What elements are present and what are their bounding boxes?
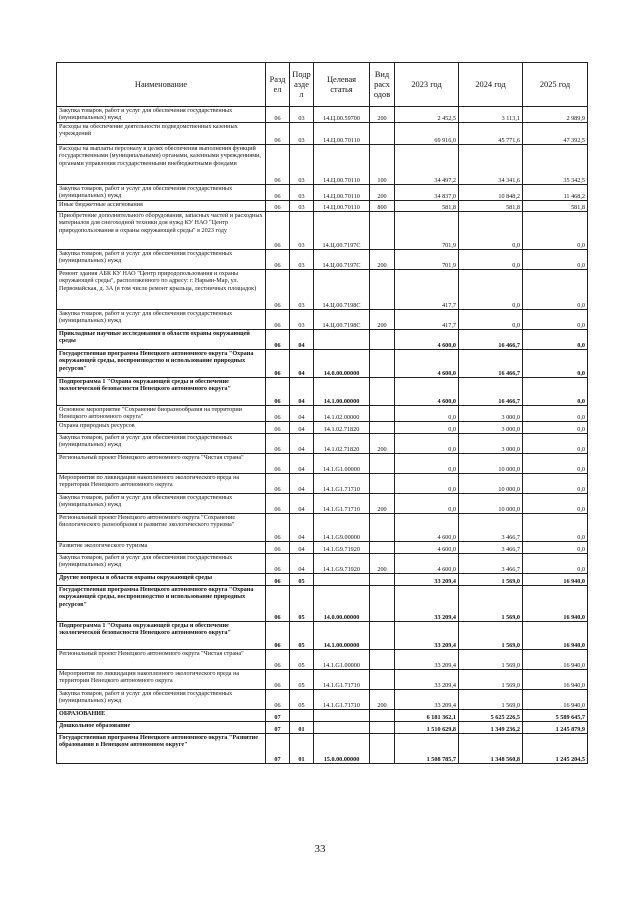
cell-target-article: 14.1.02.00000	[314, 406, 370, 422]
cell-target-article: 15.0.00.00000	[314, 734, 370, 764]
table-row	[57, 250, 588, 270]
cell-podrazdel: 04	[290, 494, 314, 514]
cell-expense-type	[370, 330, 395, 350]
table-row	[57, 474, 588, 494]
cell-year-2025: 0,0	[523, 454, 588, 474]
table-row	[57, 107, 588, 123]
cell-year-2024: 3 000,0	[459, 406, 523, 422]
cell-razdel: 06	[266, 185, 290, 201]
cell-target-article: 14.1.G1.71710	[314, 670, 370, 690]
table-row	[57, 734, 588, 764]
cell-target-article: 14.Ц.00.7198С	[314, 310, 370, 330]
cell-year-2025: 0,0	[523, 434, 588, 454]
header-target-article: Целевая статья	[314, 63, 370, 107]
header-year-2024: 2024 год	[459, 63, 523, 107]
cell-podrazdel: 04	[290, 454, 314, 474]
cell-podrazdel: 05	[290, 670, 314, 690]
cell-year-2025: 47 392,5	[523, 123, 588, 145]
cell-year-2024: 0,0	[459, 212, 523, 250]
cell-target-article: 14.0.00.00000	[314, 350, 370, 378]
cell-year-2023: 417,7	[395, 270, 459, 310]
cell-year-2024: 3 113,1	[459, 107, 523, 123]
cell-year-2023: 4 600,0	[395, 542, 459, 554]
table-row	[57, 554, 588, 574]
cell-year-2025: 1 245 879,9	[523, 722, 588, 734]
cell-expense-type	[370, 586, 395, 622]
table-row	[57, 670, 588, 690]
cell-year-2024: 16 466,7	[459, 330, 523, 350]
cell-year-2024: 16 466,7	[459, 378, 523, 406]
cell-podrazdel: 04	[290, 434, 314, 454]
cell-podrazdel: 05	[290, 650, 314, 670]
cell-name: Государственная программа Ненецкого автономного округа "Развитие образования в Ненецком автономном округе"	[57, 734, 266, 764]
cell-target-article: 14.0.00.00000	[314, 586, 370, 622]
cell-year-2024: 1 569,0	[459, 690, 523, 710]
cell-podrazdel: 03	[290, 250, 314, 270]
cell-target-article: 14.1.00.00000	[314, 622, 370, 650]
cell-year-2024: 1 569,0	[459, 670, 523, 690]
cell-name: Закупка товаров, работ и услуг для обеспечения государственных (муниципальных) нужд	[57, 107, 266, 123]
cell-name: Региональный проект Ненецкого автономного округа "Чистая страна"	[57, 650, 266, 670]
table-row	[57, 123, 588, 145]
table-row	[57, 514, 588, 542]
cell-target-article: 14.Ц.00.70110	[314, 185, 370, 201]
cell-year-2024: 1 349 236,2	[459, 722, 523, 734]
cell-razdel: 06	[266, 330, 290, 350]
cell-year-2024: 3 466,7	[459, 554, 523, 574]
cell-year-2024: 1 569,0	[459, 622, 523, 650]
cell-year-2023: 33 209,4	[395, 650, 459, 670]
cell-razdel: 06	[266, 514, 290, 542]
cell-year-2023: 33 209,4	[395, 670, 459, 690]
cell-year-2024: 1 569,0	[459, 586, 523, 622]
cell-year-2024: 1 569,0	[459, 574, 523, 586]
table-row	[57, 454, 588, 474]
cell-name: Закупка товаров, работ и услуг для обеспечения государственных (муниципальных) нужд	[57, 494, 266, 514]
header-year-2025: 2025 год	[523, 63, 588, 107]
cell-year-2024: 581,8	[459, 201, 523, 212]
cell-razdel: 06	[266, 406, 290, 422]
table-row	[57, 574, 588, 586]
cell-target-article	[314, 722, 370, 734]
cell-razdel: 06	[266, 310, 290, 330]
cell-podrazdel: 03	[290, 145, 314, 185]
cell-year-2023: 1 508 785,7	[395, 734, 459, 764]
cell-year-2025: 0,0	[523, 350, 588, 378]
cell-podrazdel: 04	[290, 406, 314, 422]
cell-target-article: 14.1.02.71820	[314, 434, 370, 454]
table-row	[57, 212, 588, 250]
table-row	[57, 270, 588, 310]
table-row	[57, 542, 588, 554]
cell-expense-type: 200	[370, 434, 395, 454]
cell-year-2025: 1 245 204,5	[523, 734, 588, 764]
cell-target-article: 14.1.G1.71710	[314, 474, 370, 494]
cell-year-2024: 0,0	[459, 270, 523, 310]
cell-razdel: 06	[266, 123, 290, 145]
cell-year-2024: 3 466,7	[459, 514, 523, 542]
cell-year-2023: 701,9	[395, 250, 459, 270]
cell-podrazdel	[290, 710, 314, 722]
table-row	[57, 310, 588, 330]
cell-razdel: 07	[266, 734, 290, 764]
cell-razdel: 06	[266, 434, 290, 454]
table-row	[57, 586, 588, 622]
cell-podrazdel: 01	[290, 734, 314, 764]
cell-target-article: 14.1.G9.71920	[314, 554, 370, 574]
cell-year-2023: 701,9	[395, 212, 459, 250]
cell-podrazdel: 04	[290, 474, 314, 494]
header-year-2023: 2023 год	[395, 63, 459, 107]
cell-year-2023: 4 600,0	[395, 514, 459, 542]
cell-name: Прикладные научные исследования в области охраны окружающей среды	[57, 330, 266, 350]
cell-name: Основное мероприятие "Сохранение биоразнообразия на территории Ненецкого автономного округа"	[57, 406, 266, 422]
cell-expense-type	[370, 514, 395, 542]
cell-name: Другие вопросы в области охраны окружающей среды	[57, 574, 266, 586]
header-expense-type: Вид расх одов	[370, 63, 395, 107]
cell-podrazdel: 03	[290, 185, 314, 201]
cell-year-2025: 11 468,2	[523, 185, 588, 201]
cell-name: Государственная программа Ненецкого автономного округа "Охрана окружающей среды, воспроизводство и использование природных ресурсов"	[57, 586, 266, 622]
cell-target-article: 14.1.00.00000	[314, 378, 370, 406]
cell-razdel: 06	[266, 690, 290, 710]
cell-year-2023: 34 837,0	[395, 185, 459, 201]
cell-year-2023: 33 209,4	[395, 574, 459, 586]
cell-year-2025: 0,0	[523, 270, 588, 310]
cell-podrazdel: 03	[290, 310, 314, 330]
cell-razdel: 07	[266, 710, 290, 722]
cell-expense-type: 200	[370, 494, 395, 514]
cell-year-2024: 10 000,0	[459, 454, 523, 474]
header-razdel: Разд ел	[266, 63, 290, 107]
cell-podrazdel: 05	[290, 586, 314, 622]
cell-target-article: 14.Ц.00.70110	[314, 201, 370, 212]
cell-razdel: 06	[266, 422, 290, 434]
cell-target-article: 14.1.G9.00000	[314, 514, 370, 542]
cell-expense-type	[370, 454, 395, 474]
cell-year-2025: 0,0	[523, 406, 588, 422]
cell-podrazdel: 03	[290, 107, 314, 123]
cell-target-article: 14.1.G1.71710	[314, 690, 370, 710]
cell-name: Закупка товаров, работ и услуг для обеспечения государственных (муниципальных) нужд	[57, 554, 266, 574]
cell-expense-type	[370, 734, 395, 764]
cell-razdel: 06	[266, 586, 290, 622]
cell-year-2023: 4 600,0	[395, 330, 459, 350]
cell-expense-type	[370, 406, 395, 422]
cell-expense-type	[370, 670, 395, 690]
cell-target-article: 14.1.G1.00000	[314, 650, 370, 670]
cell-year-2024: 10 848,2	[459, 185, 523, 201]
cell-podrazdel: 04	[290, 330, 314, 350]
cell-name: Закупка товаров, работ и услуг для обеспечения государственных (муниципальных) нужд	[57, 434, 266, 454]
cell-razdel: 06	[266, 350, 290, 378]
cell-target-article	[314, 710, 370, 722]
cell-razdel: 06	[266, 250, 290, 270]
cell-target-article: 14.Ц.00.70110	[314, 145, 370, 185]
cell-year-2023: 0,0	[395, 406, 459, 422]
cell-podrazdel: 04	[290, 542, 314, 554]
cell-podrazdel: 04	[290, 378, 314, 406]
cell-name: Ремонт здания АБК КУ НАО "Центр природопользования и охраны окружающей среды", расположенного по адресу: г. Нарьян-Мар, ул. Первомайская, д. 3А (в том числе ремонт крыльца, лестничных площадок)	[57, 270, 266, 310]
cell-year-2023: 6 181 362,1	[395, 710, 459, 722]
cell-razdel: 06	[266, 542, 290, 554]
cell-expense-type: 200	[370, 250, 395, 270]
cell-expense-type	[370, 422, 395, 434]
table-row	[57, 650, 588, 670]
cell-name: Расходы на обеспечение деятельности подведомственных казенных учреждений	[57, 123, 266, 145]
cell-year-2025: 35 342,5	[523, 145, 588, 185]
cell-year-2024: 3 000,0	[459, 434, 523, 454]
cell-name: ОБРАЗОВАНИЕ	[57, 710, 266, 722]
cell-name: Закупка товаров, работ и услуг для обеспечения государственных (муниципальных) нужд	[57, 310, 266, 330]
cell-target-article: 14.1.02.71820	[314, 422, 370, 434]
cell-expense-type	[370, 622, 395, 650]
cell-podrazdel: 03	[290, 212, 314, 250]
cell-podrazdel: 05	[290, 574, 314, 586]
cell-year-2023: 0,0	[395, 434, 459, 454]
cell-year-2023: 34 497,2	[395, 145, 459, 185]
cell-target-article: 14.Ц.00.59700	[314, 107, 370, 123]
cell-year-2025: 0,0	[523, 250, 588, 270]
cell-year-2023: 4 600,0	[395, 350, 459, 378]
cell-razdel: 06	[266, 554, 290, 574]
cell-year-2024: 1 348 560,8	[459, 734, 523, 764]
cell-expense-type	[370, 378, 395, 406]
cell-name: Подпрограмма 1 "Охрана окружающей среды и обеспечение экологической безопасности Ненецкого автономного округа"	[57, 378, 266, 406]
page-number: 33	[314, 843, 326, 855]
cell-year-2023: 69 916,0	[395, 123, 459, 145]
cell-target-article	[314, 574, 370, 586]
cell-year-2023: 2 452,5	[395, 107, 459, 123]
cell-razdel: 06	[266, 107, 290, 123]
cell-year-2023: 33 209,4	[395, 690, 459, 710]
cell-year-2025: 0,0	[523, 494, 588, 514]
cell-expense-type	[370, 123, 395, 145]
table-row	[57, 494, 588, 514]
table-row	[57, 690, 588, 710]
cell-razdel: 06	[266, 670, 290, 690]
cell-target-article: 14.1.G1.71710	[314, 494, 370, 514]
cell-podrazdel: 03	[290, 201, 314, 212]
cell-podrazdel: 01	[290, 722, 314, 734]
table-row	[57, 406, 588, 422]
cell-expense-type: 200	[370, 690, 395, 710]
table-row	[57, 422, 588, 434]
cell-target-article	[314, 330, 370, 350]
cell-name: Дошкольное образование	[57, 722, 266, 734]
cell-year-2024: 3 466,7	[459, 542, 523, 554]
table-header-row	[57, 63, 588, 107]
cell-name: Охрана природных ресурсов	[57, 422, 266, 434]
cell-year-2025: 0,0	[523, 554, 588, 574]
table-row	[57, 350, 588, 378]
cell-name: Государственная программа Ненецкого автономного округа "Охрана окружающей среды, воспроизводство и использование природных ресурсов"	[57, 350, 266, 378]
cell-razdel: 06	[266, 270, 290, 310]
cell-year-2025: 0,0	[523, 310, 588, 330]
cell-name: Подпрограмма 1 "Охрана окружающей среды и обеспечение экологической безопасности Ненецкого автономного округа"	[57, 622, 266, 650]
cell-expense-type	[370, 574, 395, 586]
cell-podrazdel: 04	[290, 554, 314, 574]
cell-podrazdel: 03	[290, 270, 314, 310]
budget-table	[56, 62, 588, 764]
cell-razdel: 06	[266, 145, 290, 185]
header-podrazdel: Подр азде л	[290, 63, 314, 107]
cell-target-article: 14.1.G9.71920	[314, 542, 370, 554]
cell-year-2025: 0,0	[523, 422, 588, 434]
cell-expense-type	[370, 212, 395, 250]
cell-target-article: 14.1.G1.00000	[314, 454, 370, 474]
cell-year-2025: 16 940,0	[523, 650, 588, 670]
cell-target-article: 14.Ц.00.7197С	[314, 212, 370, 250]
cell-year-2023: 1 510 629,8	[395, 722, 459, 734]
cell-expense-type	[370, 474, 395, 494]
cell-year-2025: 0,0	[523, 542, 588, 554]
cell-razdel: 06	[266, 201, 290, 212]
cell-expense-type	[370, 542, 395, 554]
cell-year-2023: 417,7	[395, 310, 459, 330]
cell-target-article: 14.Ц.00.70110	[314, 123, 370, 145]
cell-year-2025: 0,0	[523, 514, 588, 542]
cell-podrazdel: 04	[290, 422, 314, 434]
cell-year-2024: 45 771,6	[459, 123, 523, 145]
cell-expense-type: 800	[370, 201, 395, 212]
table-row	[57, 378, 588, 406]
cell-year-2025: 16 940,0	[523, 586, 588, 622]
cell-year-2025: 581,8	[523, 201, 588, 212]
cell-name: Развитие экологического туризма	[57, 542, 266, 554]
table-row	[57, 722, 588, 734]
cell-year-2023: 33 209,4	[395, 586, 459, 622]
cell-podrazdel: 04	[290, 514, 314, 542]
cell-razdel: 06	[266, 622, 290, 650]
cell-name: Мероприятия по ликвидации накопленного экологического вреда на территории Ненецкого автономного округа	[57, 474, 266, 494]
table-row	[57, 201, 588, 212]
cell-razdel: 06	[266, 212, 290, 250]
cell-year-2024: 0,0	[459, 250, 523, 270]
cell-expense-type: 200	[370, 185, 395, 201]
cell-podrazdel: 04	[290, 350, 314, 378]
cell-year-2024: 16 466,7	[459, 350, 523, 378]
cell-year-2025: 16 940,0	[523, 690, 588, 710]
cell-year-2024: 10 000,0	[459, 494, 523, 514]
cell-year-2025: 0,0	[523, 378, 588, 406]
cell-name: Закупка товаров, работ и услуг для обеспечения государственных (муниципальных) нужд	[57, 250, 266, 270]
table-row	[57, 330, 588, 350]
cell-razdel: 06	[266, 474, 290, 494]
cell-year-2025: 5 589 645,7	[523, 710, 588, 722]
cell-razdel: 06	[266, 494, 290, 514]
cell-expense-type: 200	[370, 310, 395, 330]
cell-name: Закупка товаров, работ и услуг для обеспечения государственных (муниципальных) нужд	[57, 690, 266, 710]
cell-year-2023: 581,8	[395, 201, 459, 212]
cell-razdel: 06	[266, 574, 290, 586]
cell-name: Мероприятия по ликвидации накопленного экологического вреда на территории Ненецкого автономного округа	[57, 670, 266, 690]
cell-year-2023: 4 600,0	[395, 554, 459, 574]
table-body	[57, 107, 588, 764]
cell-razdel: 06	[266, 378, 290, 406]
cell-name: Приобретение дополнительного оборудования, запасных частей и расходных материалов для снегоходной техники для нужд КУ НАО "Центр природопользования и охраны окружающей среды" в 2023 году	[57, 212, 266, 250]
cell-year-2023: 0,0	[395, 422, 459, 434]
table-row	[57, 145, 588, 185]
cell-year-2024: 10 000,0	[459, 474, 523, 494]
cell-year-2025: 0,0	[523, 330, 588, 350]
table-row	[57, 185, 588, 201]
cell-razdel: 06	[266, 650, 290, 670]
cell-year-2025: 16 940,0	[523, 574, 588, 586]
cell-podrazdel: 03	[290, 123, 314, 145]
cell-year-2025: 16 940,0	[523, 622, 588, 650]
cell-expense-type: 200	[370, 554, 395, 574]
cell-name: Расходы на выплаты персоналу в целях обеспечения выполнения функций государственными (муниципальными) органами, казенными учреждениями, органами управления государственными внебюджетными фондами	[57, 145, 266, 185]
cell-name: Закупка товаров, работ и услуг для обеспечения государственных (муниципальных) нужд	[57, 185, 266, 201]
cell-year-2023: 4 600,0	[395, 378, 459, 406]
cell-year-2023: 33 209,4	[395, 622, 459, 650]
cell-name: Региональный проект Ненецкого автономного округа "Сохранение биологического разнообразия и развитие экологического туризма"	[57, 514, 266, 542]
cell-podrazdel: 05	[290, 690, 314, 710]
cell-expense-type	[370, 722, 395, 734]
cell-name: Иные бюджетные ассигнования	[57, 201, 266, 212]
cell-target-article: 14.Ц.00.7197С	[314, 250, 370, 270]
cell-year-2025: 2 989,9	[523, 107, 588, 123]
cell-year-2023: 0,0	[395, 474, 459, 494]
cell-year-2024: 1 569,0	[459, 650, 523, 670]
cell-expense-type	[370, 270, 395, 310]
cell-year-2024: 3 000,0	[459, 422, 523, 434]
table-row	[57, 434, 588, 454]
cell-year-2024: 34 341,6	[459, 145, 523, 185]
table-row	[57, 622, 588, 650]
cell-year-2024: 5 625 226,5	[459, 710, 523, 722]
header-name: Наименование	[57, 63, 266, 107]
cell-year-2023: 0,0	[395, 454, 459, 474]
cell-razdel: 06	[266, 454, 290, 474]
cell-year-2024: 0,0	[459, 310, 523, 330]
cell-year-2025: 16 940,0	[523, 670, 588, 690]
cell-expense-type	[370, 350, 395, 378]
cell-razdel: 07	[266, 722, 290, 734]
cell-year-2025: 0,0	[523, 212, 588, 250]
cell-expense-type: 200	[370, 107, 395, 123]
cell-podrazdel: 05	[290, 622, 314, 650]
cell-year-2023: 0,0	[395, 494, 459, 514]
cell-name: Региональный проект Ненецкого автономного округа "Чистая страна"	[57, 454, 266, 474]
cell-year-2025: 0,0	[523, 474, 588, 494]
table-row	[57, 710, 588, 722]
cell-expense-type	[370, 710, 395, 722]
cell-expense-type	[370, 650, 395, 670]
cell-expense-type: 100	[370, 145, 395, 185]
cell-target-article: 14.Ц.00.7198С	[314, 270, 370, 310]
